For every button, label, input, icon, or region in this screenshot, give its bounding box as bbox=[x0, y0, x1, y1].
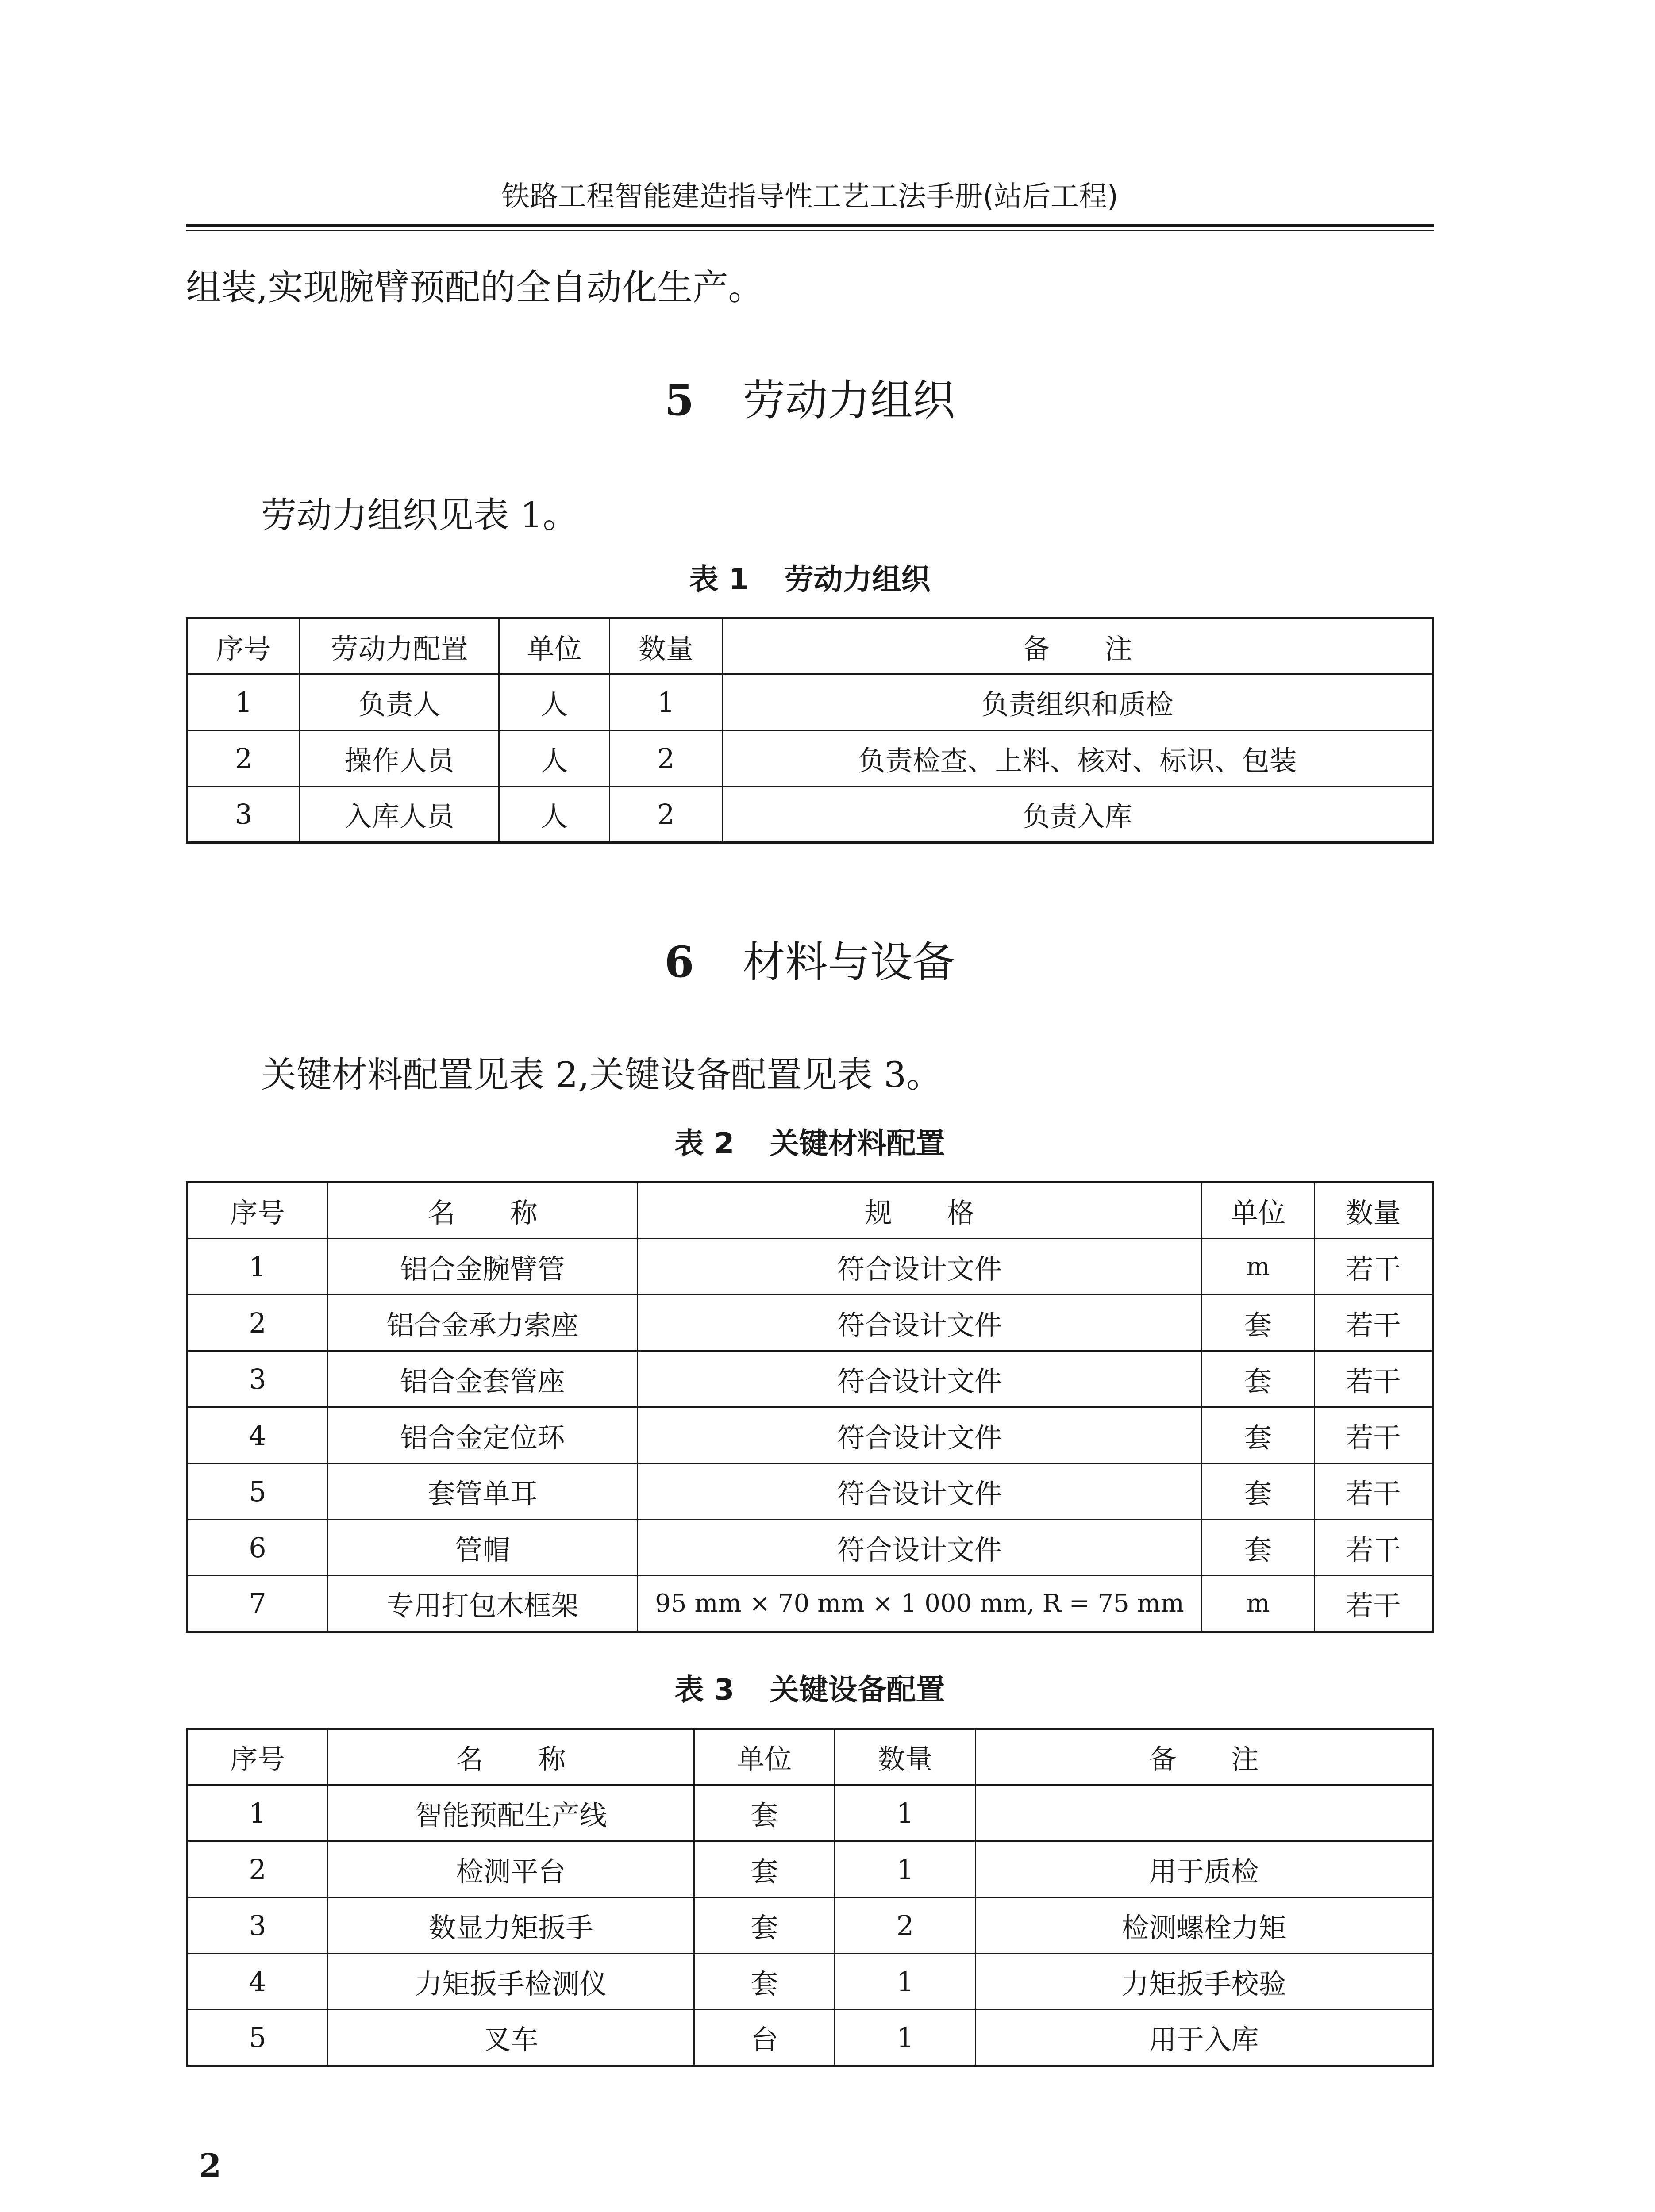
table-row bbox=[187, 1785, 1433, 1841]
table-row bbox=[187, 1295, 1433, 1351]
table-cell: 2 bbox=[187, 1295, 328, 1351]
table-cell: 4 bbox=[187, 1407, 328, 1463]
table-1-header: 备 注 bbox=[723, 618, 1433, 674]
table-cell: m bbox=[1202, 1576, 1315, 1632]
table-cell: 若干 bbox=[1315, 1407, 1433, 1463]
table-cell: 人 bbox=[499, 674, 610, 730]
table-cell bbox=[976, 1785, 1433, 1841]
continuation-paragraph: 组装,实现腕臂预配的全自动化生产。 bbox=[186, 267, 764, 308]
table-3-header: 单位 bbox=[694, 1729, 835, 1785]
table-row bbox=[187, 1520, 1433, 1576]
table-cell: 叉车 bbox=[328, 2010, 694, 2066]
table-cell: 专用打包木框架 bbox=[328, 1576, 638, 1632]
table-cell: 管帽 bbox=[328, 1520, 638, 1576]
table-cell: 人 bbox=[499, 787, 610, 843]
table-cell: 5 bbox=[187, 2010, 328, 2066]
table-row bbox=[187, 1463, 1433, 1520]
table-3-header-row bbox=[187, 1729, 1433, 1785]
table-3-title: 关键设备配置 bbox=[770, 1673, 945, 1707]
table-row bbox=[187, 1351, 1433, 1407]
page-number: 2 bbox=[199, 2147, 222, 2184]
section-6-heading bbox=[186, 933, 1434, 991]
table-cell: 套 bbox=[1202, 1463, 1315, 1520]
table-3-header: 名 称 bbox=[328, 1729, 694, 1785]
table-3-caption bbox=[186, 1670, 1434, 1710]
table-cell: 符合设计文件 bbox=[638, 1351, 1202, 1407]
table-cell: 套 bbox=[1202, 1407, 1315, 1463]
table-cell: 1 bbox=[187, 1239, 328, 1295]
table-1-header-row bbox=[187, 618, 1433, 674]
table-cell: 铝合金定位环 bbox=[328, 1407, 638, 1463]
table-cell: 2 bbox=[610, 787, 723, 843]
table-cell: 1 bbox=[187, 1785, 328, 1841]
table-cell-spec: 95 mm × 70 mm × 1 000 mm, R = 75 mm bbox=[638, 1576, 1202, 1632]
section-6-title: 材料与设备 bbox=[743, 937, 955, 987]
table-cell: 1 bbox=[835, 2010, 976, 2066]
table-cell: 套 bbox=[1202, 1295, 1315, 1351]
table-cell: 1 bbox=[835, 1954, 976, 2010]
table-1-labor bbox=[186, 617, 1434, 844]
table-2-header: 规 格 bbox=[638, 1183, 1202, 1239]
section-5-number: 5 bbox=[664, 375, 694, 425]
table-row bbox=[187, 730, 1433, 787]
table-cell: 符合设计文件 bbox=[638, 1407, 1202, 1463]
table-cell: 用于入库 bbox=[976, 2010, 1433, 2066]
table-cell: 负责检查、上料、核对、标识、包装 bbox=[723, 730, 1433, 787]
table-3-header: 序号 bbox=[187, 1729, 328, 1785]
table-cell: 检测螺栓力矩 bbox=[976, 1897, 1433, 1954]
table-cell: 4 bbox=[187, 1954, 328, 2010]
table-cell: 符合设计文件 bbox=[638, 1295, 1202, 1351]
table-1-header: 劳动力配置 bbox=[300, 618, 499, 674]
table-cell: 负责入库 bbox=[723, 787, 1433, 843]
table-1-caption bbox=[186, 560, 1434, 599]
table-cell: 符合设计文件 bbox=[638, 1463, 1202, 1520]
table-1-header: 数量 bbox=[610, 618, 723, 674]
table-cell: 入库人员 bbox=[300, 787, 499, 843]
table-cell: 铝合金腕臂管 bbox=[328, 1239, 638, 1295]
running-head: 铁路工程智能建造指导性工艺工法手册(站后工程) bbox=[501, 180, 1118, 213]
table-cell: 力矩扳手校验 bbox=[976, 1954, 1433, 2010]
table-cell: 套 bbox=[1202, 1520, 1315, 1576]
table-2-header: 名 称 bbox=[328, 1183, 638, 1239]
table-2-title: 关键材料配置 bbox=[770, 1126, 945, 1160]
table-2-header: 序号 bbox=[187, 1183, 328, 1239]
table-cell: 套 bbox=[694, 1954, 835, 2010]
table-row bbox=[187, 1407, 1433, 1463]
table-row bbox=[187, 1239, 1433, 1295]
table-row bbox=[187, 2010, 1433, 2066]
table-row bbox=[187, 787, 1433, 843]
table-cell: 套管单耳 bbox=[328, 1463, 638, 1520]
table-2-header: 单位 bbox=[1202, 1183, 1315, 1239]
table-row bbox=[187, 1897, 1433, 1954]
table-2-caption bbox=[186, 1124, 1434, 1164]
table-cell: 1 bbox=[835, 1785, 976, 1841]
table-cell: 铝合金套管座 bbox=[328, 1351, 638, 1407]
table-cell: 2 bbox=[187, 1841, 328, 1897]
table-2-header: 数量 bbox=[1315, 1183, 1433, 1239]
table-cell: m bbox=[1202, 1239, 1315, 1295]
table-3-header: 备 注 bbox=[976, 1729, 1433, 1785]
table-2-materials bbox=[186, 1181, 1434, 1633]
section-6-intro: 关键材料配置见表 2,关键设备配置见表 3。 bbox=[261, 1054, 942, 1095]
section-5-heading bbox=[186, 372, 1434, 429]
table-row bbox=[187, 1576, 1433, 1632]
table-cell: 操作人员 bbox=[300, 730, 499, 787]
table-cell: 负责人 bbox=[300, 674, 499, 730]
table-cell: 1 bbox=[835, 1841, 976, 1897]
table-cell: 若干 bbox=[1315, 1351, 1433, 1407]
table-cell: 若干 bbox=[1315, 1576, 1433, 1632]
table-3-number: 表 3 bbox=[674, 1673, 735, 1707]
table-cell: 套 bbox=[694, 1785, 835, 1841]
table-2-header-row bbox=[187, 1183, 1433, 1239]
table-1-header: 单位 bbox=[499, 618, 610, 674]
table-2-number: 表 2 bbox=[674, 1126, 735, 1160]
table-cell: 6 bbox=[187, 1520, 328, 1576]
table-cell: 1 bbox=[187, 674, 300, 730]
table-cell: 2 bbox=[835, 1897, 976, 1954]
header-rule-thin bbox=[186, 230, 1434, 231]
table-cell: 套 bbox=[1202, 1351, 1315, 1407]
table-cell: 2 bbox=[187, 730, 300, 787]
table-cell: 套 bbox=[694, 1897, 835, 1954]
table-cell: 1 bbox=[610, 674, 723, 730]
table-1-header: 序号 bbox=[187, 618, 300, 674]
table-cell: 若干 bbox=[1315, 1295, 1433, 1351]
table-cell: 铝合金承力索座 bbox=[328, 1295, 638, 1351]
table-cell: 用于质检 bbox=[976, 1841, 1433, 1897]
section-5-intro: 劳动力组织见表 1。 bbox=[261, 495, 578, 536]
table-1-number: 表 1 bbox=[689, 562, 749, 596]
table-cell: 7 bbox=[187, 1576, 328, 1632]
table-3-equipment bbox=[186, 1728, 1434, 2067]
table-cell: 3 bbox=[187, 1897, 328, 1954]
table-cell: 力矩扳手检测仪 bbox=[328, 1954, 694, 2010]
header-rule-thick bbox=[186, 224, 1434, 227]
table-cell: 若干 bbox=[1315, 1463, 1433, 1520]
table-cell: 若干 bbox=[1315, 1520, 1433, 1576]
table-cell: 人 bbox=[499, 730, 610, 787]
section-5-title: 劳动力组织 bbox=[743, 376, 955, 425]
table-cell: 3 bbox=[187, 1351, 328, 1407]
table-cell: 若干 bbox=[1315, 1239, 1433, 1295]
table-row bbox=[187, 1954, 1433, 2010]
table-cell: 负责组织和质检 bbox=[723, 674, 1433, 730]
table-cell: 符合设计文件 bbox=[638, 1239, 1202, 1295]
table-cell: 2 bbox=[610, 730, 723, 787]
table-cell: 5 bbox=[187, 1463, 328, 1520]
table-cell: 检测平台 bbox=[328, 1841, 694, 1897]
table-cell: 3 bbox=[187, 787, 300, 843]
table-cell: 智能预配生产线 bbox=[328, 1785, 694, 1841]
table-row bbox=[187, 1841, 1433, 1897]
table-cell: 符合设计文件 bbox=[638, 1520, 1202, 1576]
table-row bbox=[187, 674, 1433, 730]
table-3-header: 数量 bbox=[835, 1729, 976, 1785]
table-cell: 套 bbox=[694, 1841, 835, 1897]
table-cell: 数显力矩扳手 bbox=[328, 1897, 694, 1954]
table-1-title: 劳动力组织 bbox=[784, 562, 931, 596]
table-cell: 台 bbox=[694, 2010, 835, 2066]
section-6-number: 6 bbox=[664, 937, 694, 987]
